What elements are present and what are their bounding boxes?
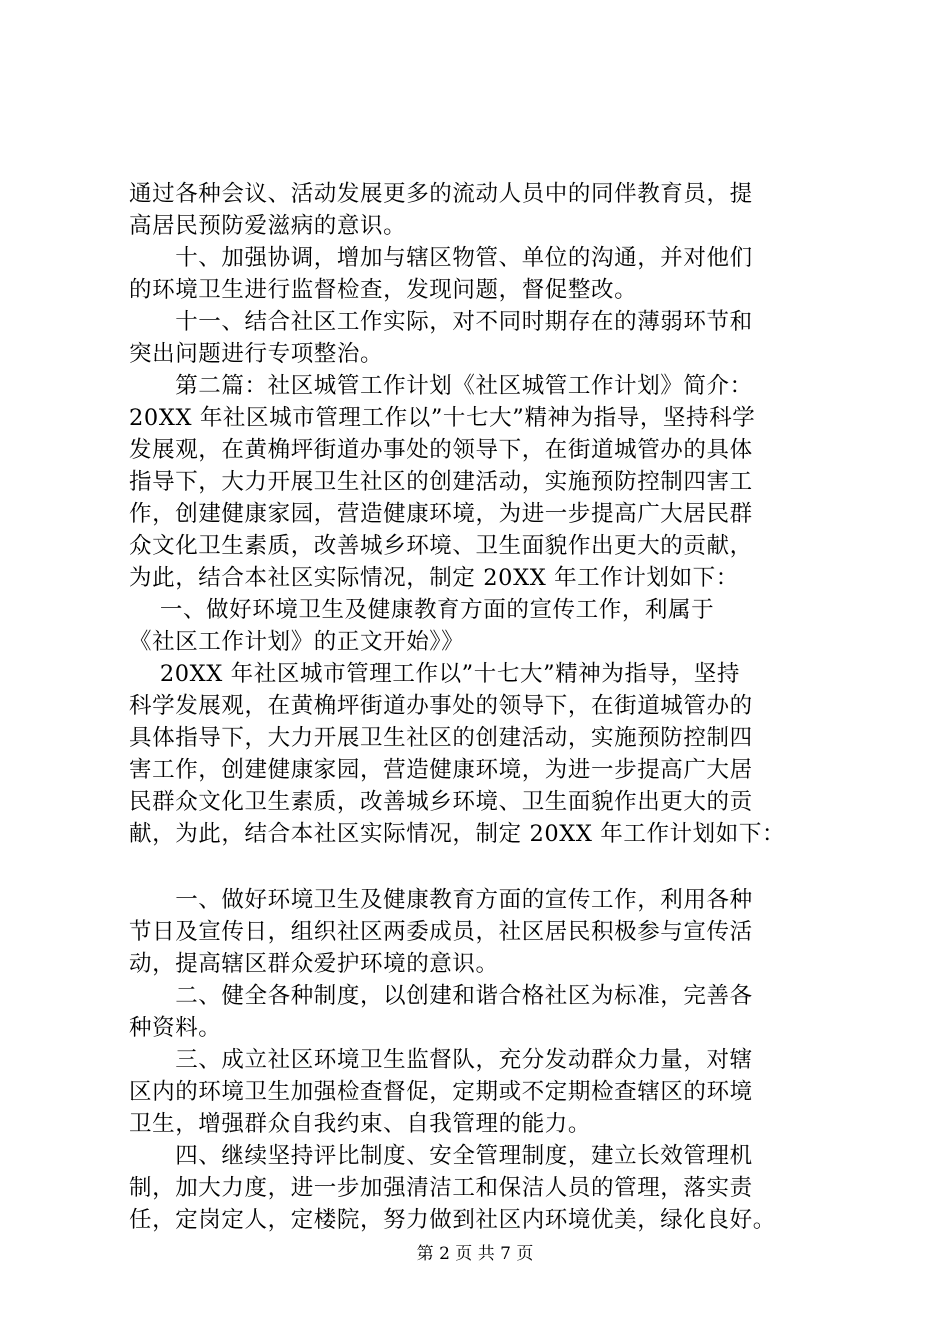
text-line: 20XX 年社区城市管理工作以”十七大”精神为指导，坚持 [129,661,740,687]
text-line: 为此，结合本社区实际情况，制定 20XX 年工作计划如下： [129,565,739,591]
text-line: 任，定岗定人，定楼院，努力做到社区内环境优美，绿化良好。 [129,1207,776,1233]
text-line: 发展观，在黄桷坪街道办事处的领导下，在街道城管办的具体 [129,437,753,463]
text-line: 节日及宣传日，组织社区两委成员，社区居民积极参与宣传活 [129,919,753,945]
text-line: 二、健全各种制度，以创建和谐合格社区为标准，完善各 [129,983,753,1009]
text-line: 作，创建健康家园，营造健康环境，为进一步提高广大居民群 [129,501,753,527]
text-line: 献，为此，结合本社区实际情况，制定 20XX 年工作计划如下： [129,821,786,847]
text-line: 种资料。 [129,1015,222,1041]
text-line: 科学发展观，在黄桷坪街道办事处的领导下，在街道城管办的 [129,693,753,719]
text-line: 动，提高辖区群众爱护环境的意识。 [129,951,499,977]
text-line: 区内的环境卫生加强检查督促，定期或不定期检查辖区的环境 [129,1079,753,1105]
text-line: 20XX 年社区城市管理工作以”十七大”精神为指导，坚持科学 [129,405,756,431]
text-line: 四、继续坚持评比制度、安全管理制度，建立长效管理机 [129,1143,753,1169]
text-line: 《社区工作计划》的正文开始》》 [129,629,465,655]
text-line: 通过各种会议、活动发展更多的流动人员中的同伴教育员，提 [129,181,753,207]
page-footer: 第 2 页 共 7 页 [416,1244,534,1264]
text-line: 具体指导下，大力开展卫生社区的创建活动，实施预防控制四 [129,725,753,751]
text-line: 突出问题进行专项整治。 [129,341,384,367]
text-line: 害工作，创建健康家园，营造健康环境，为进一步提高广大居 [129,757,753,783]
text-line: 十一、结合社区工作实际，对不同时期存在的薄弱环节和 [129,309,753,335]
text-line: 指导下，大力开展卫生社区的创建活动，实施预防控制四害工 [129,469,753,495]
text-line: 一、做好环境卫生及健康教育方面的宣传工作，利用各种 [129,887,753,913]
text-line: 三、成立社区环境卫生监督队，充分发动群众力量，对辖 [129,1047,753,1073]
section-heading: 第二篇：社区城管工作计划《社区城管工作计划》简介： [129,373,753,399]
text-line: 高居民预防爱滋病的意识。 [129,213,407,239]
text-line: 卫生，增强群众自我约束、自我管理的能力。 [129,1111,592,1137]
text-line: 的环境卫生进行监督检查，发现问题，督促整改。 [129,277,638,303]
text-line: 一、做好环境卫生及健康教育方面的宣传工作，利属于 [129,597,715,623]
text-line: 民群众文化卫生素质，改善城乡环境、卫生面貌作出更大的贡 [129,789,753,815]
text-line: 制，加大力度，进一步加强清洁工和保洁人员的管理，落实责 [129,1175,753,1201]
text-line: 十、加强协调，增加与辖区物管、单位的沟通，并对他们 [129,245,753,271]
text-line: 众文化卫生素质，改善城乡环境、卫生面貌作出更大的贡献， [129,533,753,559]
